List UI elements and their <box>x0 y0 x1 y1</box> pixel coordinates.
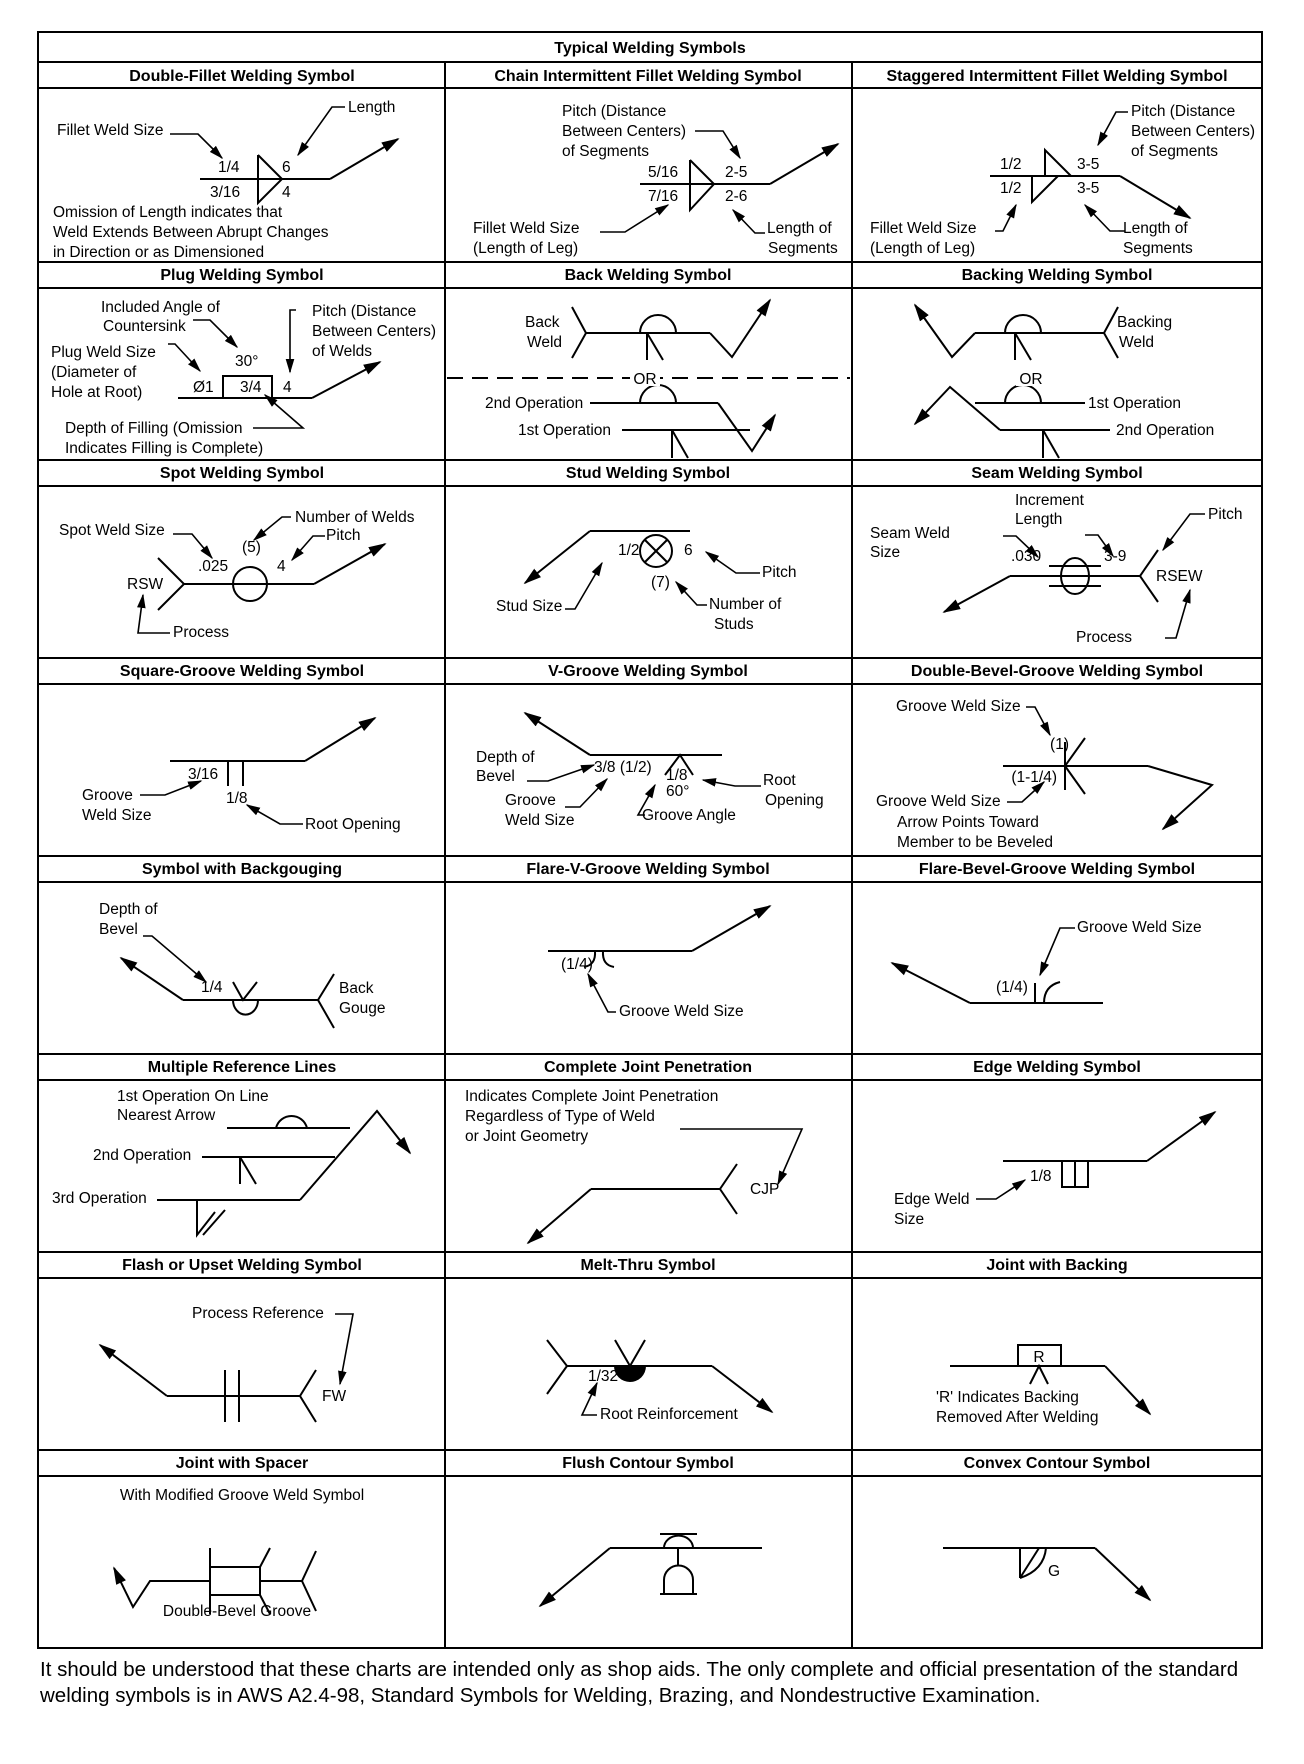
svg-text:Indicates Filling is Complete): Indicates Filling is Complete) <box>65 440 264 457</box>
svg-text:1/8: 1/8 <box>226 790 248 807</box>
svg-text:Fillet Weld Size: Fillet Weld Size <box>473 220 580 237</box>
svg-text:Plug Welding Symbol: Plug Welding Symbol <box>160 267 324 284</box>
svg-text:of Welds: of Welds <box>312 343 373 360</box>
svg-text:Removed After Welding: Removed After Welding <box>936 1409 1099 1426</box>
svg-text:Size: Size <box>894 1211 925 1228</box>
staggered-intermittent-symbol <box>870 103 1255 257</box>
svg-text:Fillet Weld Size: Fillet Weld Size <box>57 122 164 139</box>
svg-text:Double-Bevel Groove: Double-Bevel Groove <box>162 1603 312 1620</box>
v-groove-symbol <box>476 713 824 829</box>
svg-text:Pitch (Distance: Pitch (Distance <box>562 103 667 120</box>
svg-text:Groove Weld Size: Groove Weld Size <box>876 793 1001 810</box>
svg-text:Increment: Increment <box>1015 492 1084 509</box>
svg-text:5/16: 5/16 <box>648 164 679 181</box>
svg-text:1/2: 1/2 <box>618 542 640 559</box>
svg-text:Length of: Length of <box>767 220 832 237</box>
svg-text:Melt-Thru Symbol: Melt-Thru Symbol <box>580 1257 716 1274</box>
svg-text:Opening: Opening <box>765 792 824 809</box>
multiple-reference-lines-symbol <box>52 1088 410 1235</box>
svg-text:3-5: 3-5 <box>1077 180 1100 197</box>
svg-text:Pitch: Pitch <box>1208 506 1243 523</box>
svg-text:3-5: 3-5 <box>1077 156 1100 173</box>
svg-text:Omission of Length indicates t: Omission of Length indicates that <box>53 204 283 221</box>
svg-text:'R' Indicates Backing: 'R' Indicates Backing <box>936 1389 1079 1406</box>
svg-text:RSEW: RSEW <box>1156 568 1203 585</box>
svg-text:3rd Operation: 3rd Operation <box>52 1190 147 1207</box>
svg-text:Member to be Beveled: Member to be Beveled <box>897 834 1053 851</box>
svg-text:Root Reinforcement: Root Reinforcement <box>600 1406 738 1423</box>
svg-text:Number of Welds: Number of Welds <box>295 509 415 526</box>
svg-text:(1/4): (1/4) <box>996 979 1028 996</box>
svg-text:CJP: CJP <box>750 1181 780 1198</box>
svg-text:Flush Contour Symbol: Flush Contour Symbol <box>562 1455 734 1472</box>
svg-text:Double-Bevel-Groove Welding Sy: Double-Bevel-Groove Welding Symbol <box>910 663 1204 680</box>
svg-text:7/16: 7/16 <box>648 188 679 205</box>
svg-text:2-5: 2-5 <box>725 164 748 181</box>
svg-text:1/32: 1/32 <box>588 1368 619 1385</box>
svg-text:1/2: 1/2 <box>1000 180 1022 197</box>
complete-joint-penetration-symbol <box>465 1088 802 1243</box>
svg-text:Pitch (Distance: Pitch (Distance <box>312 303 417 320</box>
stud-weld-symbol <box>496 531 796 633</box>
svg-text:V-Groove Welding Symbol: V-Groove Welding Symbol <box>548 663 748 680</box>
svg-text:Process Reference: Process Reference <box>192 1305 324 1322</box>
svg-text:Seam Welding Symbol: Seam Welding Symbol <box>971 465 1143 482</box>
svg-text:OR: OR <box>633 371 657 388</box>
svg-text:Pitch: Pitch <box>762 564 797 581</box>
svg-text:Root Opening: Root Opening <box>305 816 401 833</box>
svg-text:Nearest Arrow: Nearest Arrow <box>117 1107 216 1124</box>
joint-with-spacer-symbol <box>114 1487 364 1620</box>
svg-text:2-6: 2-6 <box>725 188 748 205</box>
svg-text:Ø1: Ø1 <box>193 379 214 396</box>
spot-weld-symbol <box>59 509 415 641</box>
convex-contour-symbol <box>943 1548 1150 1600</box>
svg-text:Bevel: Bevel <box>99 921 138 938</box>
svg-text:Edge Welding Symbol: Edge Welding Symbol <box>973 1059 1141 1076</box>
svg-text:Size: Size <box>870 544 901 561</box>
svg-text:Joint with Backing: Joint with Backing <box>986 1257 1128 1274</box>
svg-text:1/2: 1/2 <box>1000 156 1022 173</box>
svg-text:1st Operation On Line: 1st Operation On Line <box>117 1088 269 1105</box>
svg-text:Length: Length <box>1015 511 1063 528</box>
seam-weld-symbol <box>870 492 1242 646</box>
flash-upset-symbol <box>100 1305 353 1422</box>
svg-text:Multiple Reference Lines: Multiple Reference Lines <box>147 1059 337 1076</box>
svg-text:Pitch: Pitch <box>326 527 361 544</box>
svg-text:60°: 60° <box>666 783 690 800</box>
svg-text:in Direction or as Dimensioned: in Direction or as Dimensioned <box>53 244 265 261</box>
flare-bevel-groove-symbol <box>892 919 1202 1003</box>
svg-text:Symbol with Backgouging: Symbol with Backgouging <box>141 861 343 878</box>
svg-text:or Joint Geometry: or Joint Geometry <box>465 1128 589 1145</box>
svg-text:Depth of Filling (Omission: Depth of Filling (Omission <box>65 420 243 437</box>
svg-text:4: 4 <box>283 379 292 396</box>
svg-text:Length: Length <box>348 99 396 116</box>
svg-text:1st Operation: 1st Operation <box>518 422 612 439</box>
svg-text:Groove: Groove <box>505 792 556 809</box>
svg-text:Flare-Bevel-Groove Welding Sym: Flare-Bevel-Groove Welding Symbol <box>918 861 1196 878</box>
svg-text:Hole at Root): Hole at Root) <box>51 384 143 401</box>
svg-text:(Length of Leg): (Length of Leg) <box>473 240 579 257</box>
svg-text:FW: FW <box>322 1388 347 1405</box>
svg-text:R: R <box>1033 1349 1045 1366</box>
edge-weld-symbol <box>894 1112 1215 1228</box>
chain-intermittent-symbol <box>473 103 838 257</box>
svg-text:Joint with Spacer: Joint with Spacer <box>175 1455 309 1472</box>
svg-text:2nd Operation: 2nd Operation <box>485 395 584 412</box>
svg-text:Edge Weld: Edge Weld <box>894 1191 970 1208</box>
svg-text:3/16: 3/16 <box>210 184 241 201</box>
svg-text:Groove Weld Size: Groove Weld Size <box>619 1003 744 1020</box>
page-title: Typical Welding Symbols <box>554 40 746 57</box>
svg-text:OR: OR <box>1019 371 1043 388</box>
svg-text:Between Centers): Between Centers) <box>312 323 437 340</box>
svg-text:of Segments: of Segments <box>1131 143 1219 160</box>
svg-text:Groove Weld Size: Groove Weld Size <box>896 698 1021 715</box>
svg-text:Double-Fillet Welding Symbol: Double-Fillet Welding Symbol <box>129 68 355 85</box>
svg-text:Gouge: Gouge <box>339 1000 386 1017</box>
svg-text:6: 6 <box>684 542 693 559</box>
svg-text:Process: Process <box>1076 629 1132 646</box>
double-bevel-groove-symbol <box>876 698 1212 851</box>
back-weld-symbol <box>447 300 850 458</box>
svg-text:3/8 (1/2): 3/8 (1/2) <box>594 759 652 776</box>
melt-thru-symbol <box>547 1340 772 1423</box>
svg-text:Number of: Number of <box>709 596 782 613</box>
svg-text:Weld: Weld <box>527 334 563 351</box>
svg-text:Between Centers): Between Centers) <box>1131 123 1256 140</box>
svg-text:Weld Size: Weld Size <box>82 807 152 824</box>
svg-text:Plug Weld Size: Plug Weld Size <box>51 344 156 361</box>
svg-text:Regardless of Type of Weld: Regardless of Type of Weld <box>465 1108 655 1125</box>
svg-text:Complete Joint Penetration: Complete Joint Penetration <box>543 1059 753 1076</box>
svg-text:Staggered Intermittent Fillet: Staggered Intermittent Fillet Welding Symbol <box>886 68 1228 85</box>
svg-text:3-9: 3-9 <box>1104 548 1127 565</box>
svg-text:Back: Back <box>525 314 560 331</box>
svg-text:Spot Weld Size: Spot Weld Size <box>59 522 165 539</box>
svg-text:(Length of Leg): (Length of Leg) <box>870 240 976 257</box>
svg-text:Included Angle of: Included Angle of <box>101 299 220 316</box>
svg-text:of Segments: of Segments <box>562 143 650 160</box>
svg-text:Bevel: Bevel <box>476 768 515 785</box>
svg-text:Back Welding Symbol: Back Welding Symbol <box>564 267 732 284</box>
svg-text:Chain Intermittent Fillet Weld: Chain Intermittent Fillet Welding Symbol <box>494 68 802 85</box>
svg-text:Groove Weld Size: Groove Weld Size <box>1077 919 1202 936</box>
joint-with-backing-symbol <box>936 1345 1150 1426</box>
svg-text:2nd Operation: 2nd Operation <box>93 1147 192 1164</box>
svg-text:4: 4 <box>282 184 291 201</box>
svg-text:(1-1/4): (1-1/4) <box>1011 769 1057 786</box>
svg-text:Depth of: Depth of <box>99 901 158 918</box>
svg-text:.030: .030 <box>1011 548 1042 565</box>
svg-text:Groove Angle: Groove Angle <box>642 807 736 824</box>
svg-text:Countersink: Countersink <box>103 318 186 335</box>
backgouging-symbol <box>99 901 386 1028</box>
svg-text:Arrow Points Toward: Arrow Points Toward <box>897 814 1039 831</box>
footer-disclaimer: It should be understood that these charts are intended only as shop aids. The only complete and official presentation of the standard welding symbols is in AWS A2.4-98, Standard Symbols for Welding, Brazing, and Nondestructive Examination. <box>40 1658 1239 1707</box>
flare-v-groove-symbol <box>548 906 770 1020</box>
svg-text:Back: Back <box>339 980 374 997</box>
svg-text:Flash or Upset Welding Symbol: Flash or Upset Welding Symbol <box>122 1257 362 1274</box>
svg-text:Indicates Complete Joint Penet: Indicates Complete Joint Penetration <box>465 1088 719 1105</box>
svg-text:Weld Extends Between Abrupt Ch: Weld Extends Between Abrupt Changes <box>53 224 329 241</box>
svg-text:Groove: Groove <box>82 787 133 804</box>
svg-text:.025: .025 <box>198 558 229 575</box>
svg-text:(5): (5) <box>242 539 261 556</box>
plug-symbol <box>51 299 436 457</box>
svg-text:3/16: 3/16 <box>188 766 219 783</box>
svg-text:Backing Welding Symbol: Backing Welding Symbol <box>961 267 1153 284</box>
svg-text:Depth of: Depth of <box>476 749 535 766</box>
svg-text:Seam Weld: Seam Weld <box>870 525 950 542</box>
svg-text:Convex Contour Symbol: Convex Contour Symbol <box>963 1455 1151 1472</box>
svg-text:(Diameter of: (Diameter of <box>51 364 137 381</box>
svg-text:Between Centers): Between Centers) <box>562 123 687 140</box>
svg-text:Stud Size: Stud Size <box>496 598 563 615</box>
svg-text:Fillet Weld Size: Fillet Weld Size <box>870 220 977 237</box>
svg-text:Process: Process <box>173 624 229 641</box>
svg-text:3/4: 3/4 <box>240 379 262 396</box>
svg-text:(1/4): (1/4) <box>561 956 593 973</box>
svg-text:Weld Size: Weld Size <box>505 812 575 829</box>
svg-text:Stud Welding Symbol: Stud Welding Symbol <box>565 465 731 482</box>
svg-text:Pitch (Distance: Pitch (Distance <box>1131 103 1236 120</box>
svg-text:With Modified Groove Weld Symb: With Modified Groove Weld Symbol <box>119 1487 365 1504</box>
svg-text:4: 4 <box>277 558 286 575</box>
svg-text:Square-Groove Welding Symbol: Square-Groove Welding Symbol <box>119 663 365 680</box>
svg-text:6: 6 <box>282 159 291 176</box>
svg-text:Weld: Weld <box>1119 334 1155 351</box>
svg-text:Spot Welding Symbol: Spot Welding Symbol <box>159 465 325 482</box>
svg-text:1/8: 1/8 <box>1030 1168 1052 1185</box>
svg-text:Segments: Segments <box>1123 240 1193 257</box>
svg-text:Backing: Backing <box>1117 314 1173 331</box>
svg-text:1/4: 1/4 <box>201 979 223 996</box>
flush-contour-symbol <box>540 1534 762 1606</box>
svg-text:30°: 30° <box>235 353 259 370</box>
svg-text:1st Operation: 1st Operation <box>1088 395 1182 412</box>
svg-text:(7): (7) <box>651 574 670 591</box>
backing-weld-symbol <box>915 305 1214 458</box>
double-fillet-symbol <box>53 99 398 261</box>
svg-text:Flare-V-Groove Welding Symbol: Flare-V-Groove Welding Symbol <box>526 861 770 878</box>
svg-text:1/8: 1/8 <box>666 767 688 784</box>
svg-text:Studs: Studs <box>714 616 754 633</box>
svg-text:Root: Root <box>763 772 796 789</box>
svg-text:G: G <box>1048 1563 1061 1580</box>
svg-text:RSW: RSW <box>127 576 164 593</box>
svg-text:2nd Operation: 2nd Operation <box>1116 422 1215 439</box>
svg-text:Length of: Length of <box>1123 220 1188 237</box>
square-groove-symbol <box>82 718 401 833</box>
svg-text:1/4: 1/4 <box>218 159 240 176</box>
svg-text:Segments: Segments <box>768 240 838 257</box>
svg-text:(1): (1) <box>1050 736 1069 753</box>
